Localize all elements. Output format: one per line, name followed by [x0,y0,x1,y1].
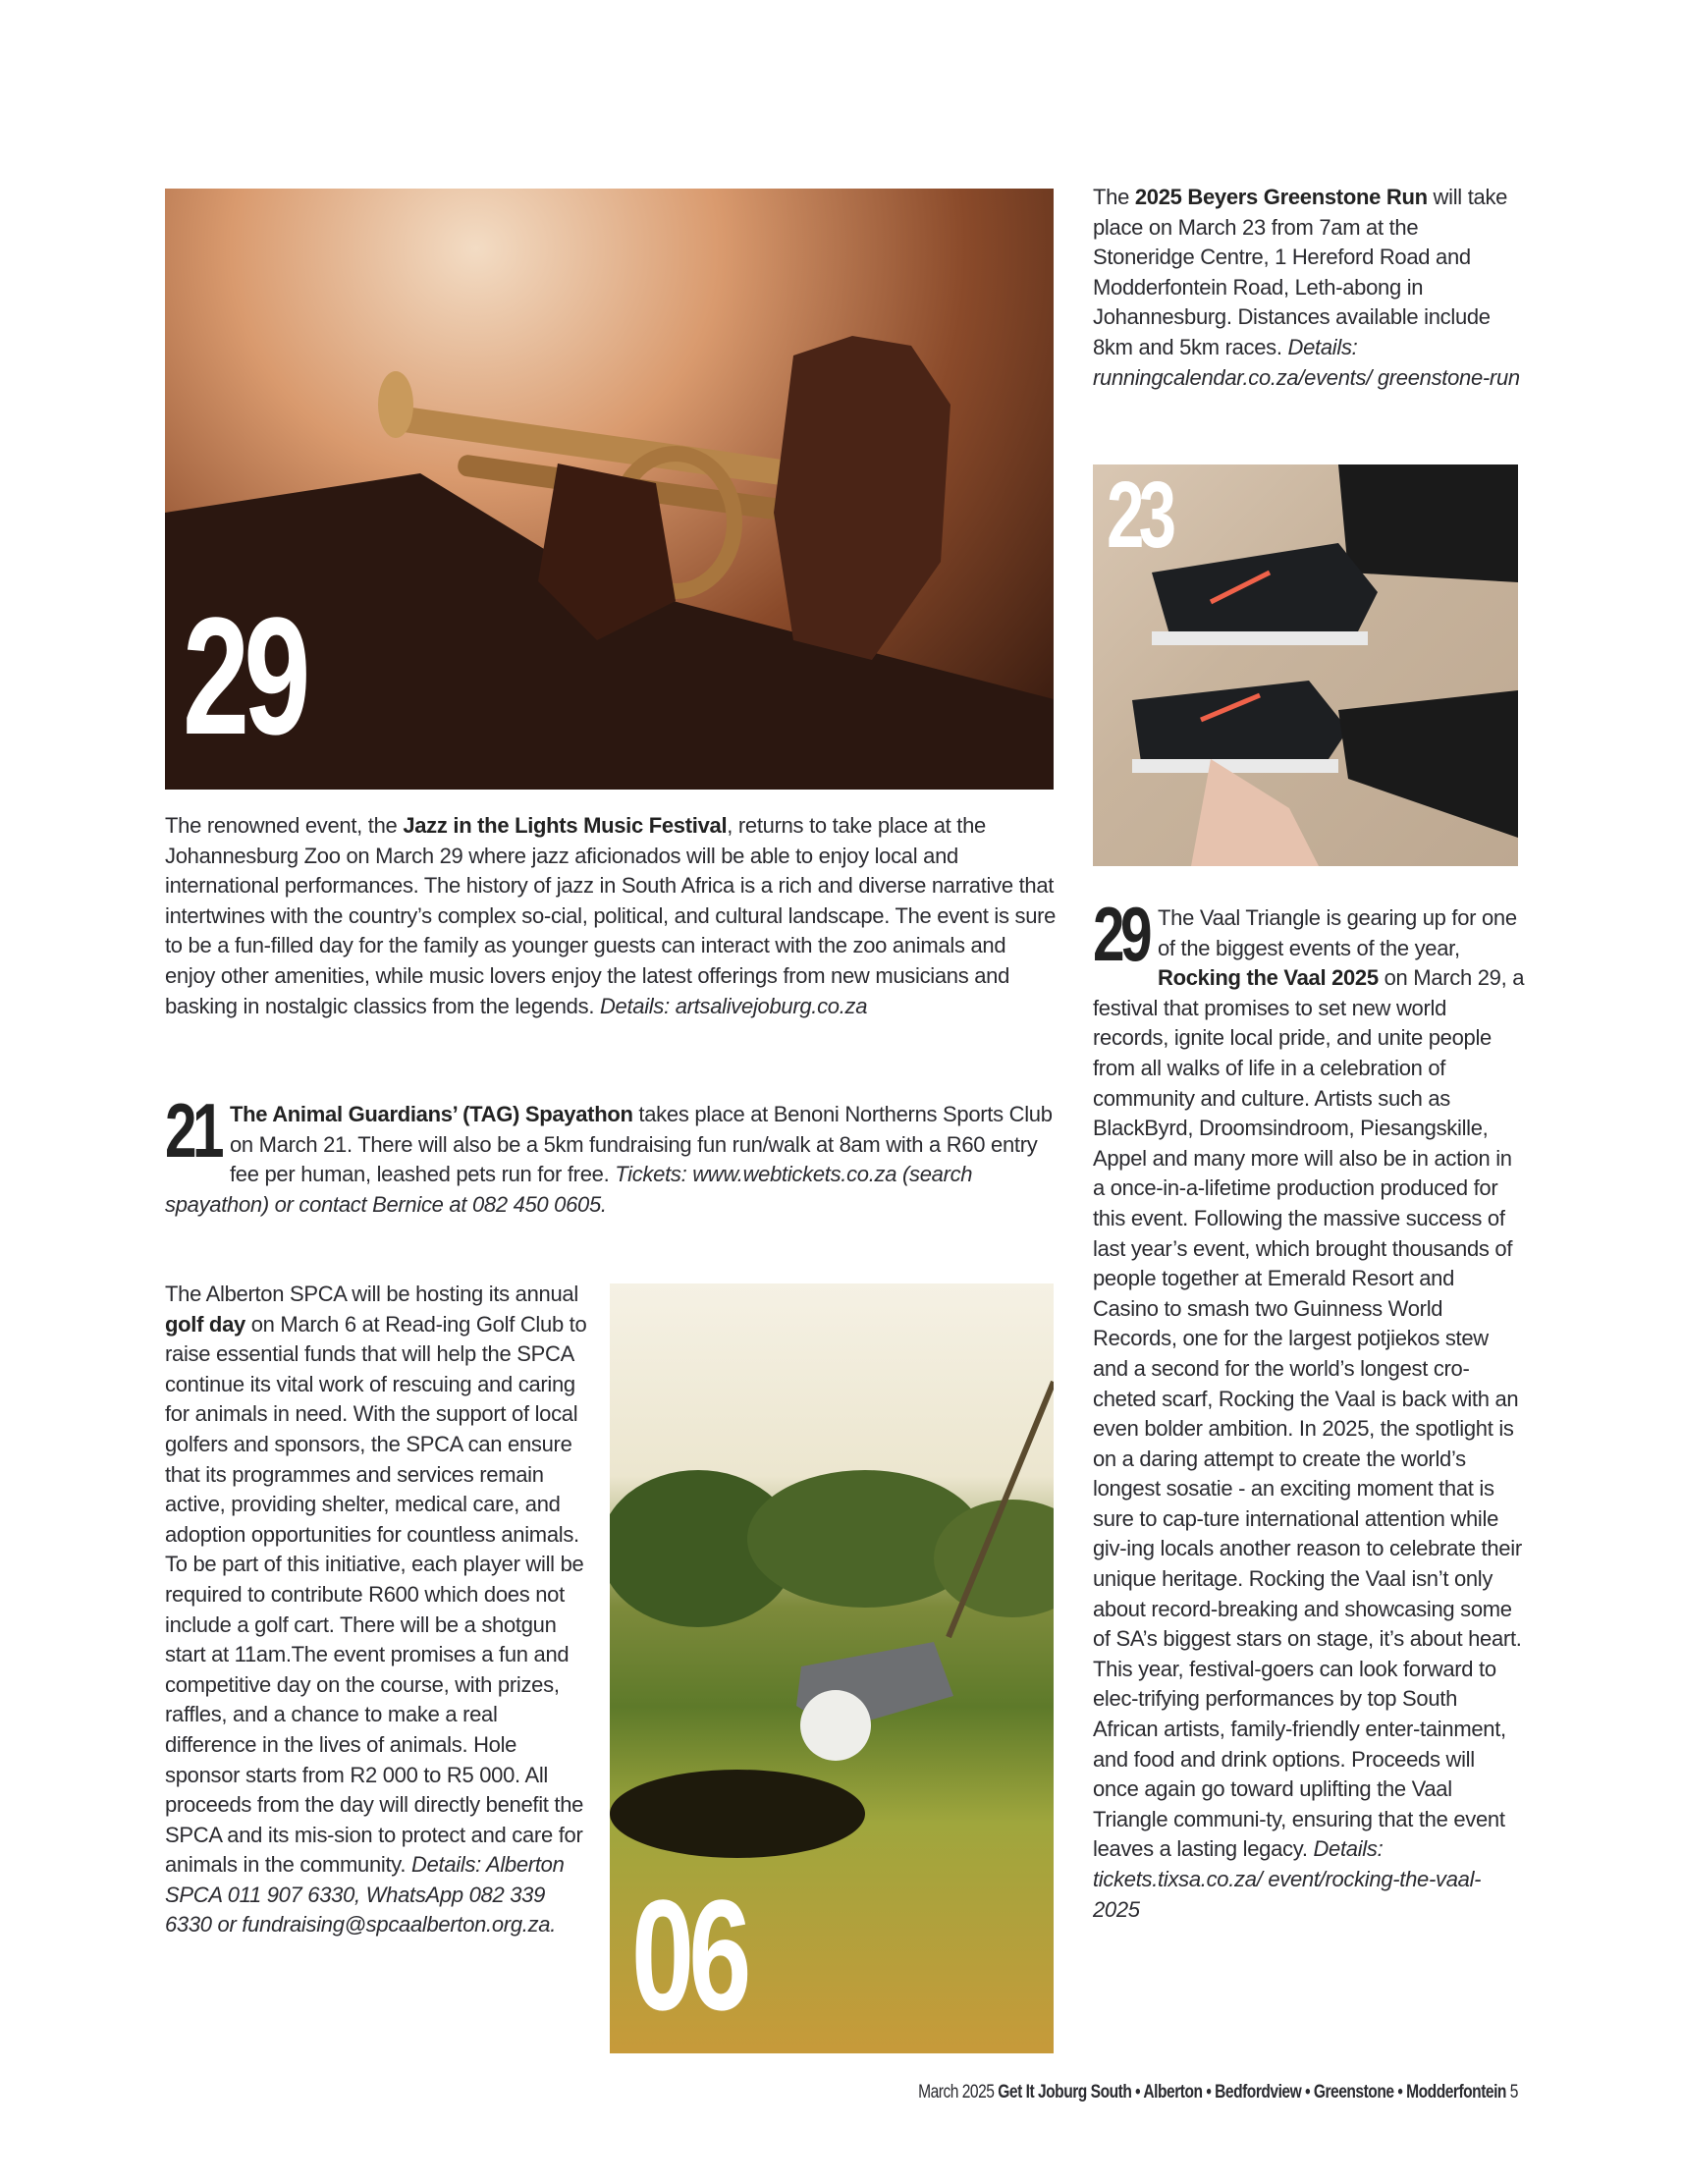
date-number: 06 [631,1867,746,2043]
article-text: , returns to take place at the Johannesburg Zoo on March 29 where jazz aficionados will be able to enjoy local and international performances. The history of jazz in South Africa is a rich and diverse narrative that intertwines with the country’s complex so-cial, political, and cultural landscape. The event is sure to be a fun-filled day for the family as younger guests can interact with the zoo animals and enjoy other amenities, while music lovers enjoy the latest offerings from new musicians and basking in nostalgic classics from the legends. [165,813,1057,1018]
issue-date: March 2025 [918,2082,999,2102]
article-text: will take place on March 23 from 7am at the Stoneridge Centre, 1 Hereford Road and Modderfontein Road, Leth-abong in Johannesburg. Distances available include 8km and 5km races. [1093,185,1508,359]
vaal-article [1093,891,1525,1925]
event-details-link: Details: Alberton SPCA 011 907 6330, WhatsApp 082 339 6330 or fundraising@spcaalberton.org.za. [165,1852,565,1938]
date-number: 21 [165,1087,221,1174]
event-title: The Animal Guardians’ (TAG) Spayathon [230,1102,633,1126]
jazz-article [165,811,1059,1021]
running-shoes-photo [1093,464,1518,866]
greenstone-article [1093,183,1525,393]
event-title: Jazz in the Lights Music Festival [403,813,728,838]
article-text: The [1093,185,1135,209]
trumpet-photo [165,189,1054,790]
article-text: on March 6 at Read-ing Golf Club to raise essential funds that will help the SPCA continue its vital work of rescuing and caring for animals in need. With the support of local golfers and sponsors, the SPCA can ensure that its programmes and services remain active, providing shelter, medical care, and adoption opportunities for countless animals. To be part of this initiative, each player will be required to contribute R600 which does not include a golf cart. There will be a shotgun start at 11am.The event promises a fun and competitive day on the course, with prizes, raffles, and a chance to make a real difference in the lives of animals. Hole sponsor starts from R2 000 to R5 000. All proceeds from the day will directly benefit the SPCA and its mis-sion to protect and care for animals in the community. [165,1311,587,1878]
event-details-link: Details: runningcalendar.co.za/events/ greenstone-run [1093,334,1520,390]
article-text: on March 29, a festival that promises to set new world records, ignite local pride, and unite people from all walks of life in a celebration of community and culture. Artists such as BlackByrd, Droomsindroom, Piesangskille, Appel and many more will also be in action in a once-in-a-lifetime production produced for this event. Following the massive success of last year’s event, which brought thousands of people together at Emerald Resort and Casino to smash two Guinness World Records, one for the largest potjiekos stew and a second for the world’s longest cro-cheted scarf, Rocking the Vaal is back with an even bolder ambition. In 2025, the spotlight is on a daring attempt to create the world’s longest sosatie - an exciting moment that is sure to cap-ture international attention while giv-ing locals another reason to celebrate their unique heritage. Rocking the Vaal isn’t only about record-breaking and showcasing some of SA’s biggest stars on stage, it’s about heart. This year, festival-goers can look forward to elec-trifying performances by top South African artists, family-friendly enter-tainment, and food and drink options. Proceeds will once again go toward uplifting the Vaal Triangle communi-ty, ensuring that the event leaves a lasting legacy. [1093,965,1525,1862]
article-text: The Vaal Triangle is gearing up for one of the biggest events of the year, [1158,905,1517,960]
golf-photo [610,1283,1054,2053]
publication-name: Get It Joburg South • Alberton • Bedfordview • Greenstone • Modderfontein [998,2082,1506,2102]
article-text: The Alberton SPCA will be hosting its annual [165,1282,578,1306]
event-details-link: Details: artsalivejoburg.co.za [599,993,868,1018]
date-number: 23 [1107,464,1171,568]
article-text: The renowned event, the [165,813,404,838]
spayathon-article [165,1087,1059,1220]
golf-article [165,1280,591,1940]
event-title: 2025 Beyers Greenstone Run [1134,185,1428,209]
event-details-link: Details: tickets.tixsa.co.za/ event/rocking-the-vaal-2025 [1093,1836,1482,1922]
event-details-link: Tickets: www.webtickets.co.za (search spayathon) or contact Bernice at 082 450 0605. [165,1162,973,1217]
page-footer [918,2082,1518,2103]
date-number: 29 [183,583,305,770]
event-title: golf day [165,1311,245,1337]
page-number: 5 [1505,2082,1518,2102]
date-number: 29 [1093,891,1149,977]
event-title: Rocking the Vaal 2025 [1158,965,1379,991]
article-text: takes place at Benoni Northerns Sports Club on March 21. There will also be a 5km fundraising fun run/walk at 8am with a R60 entry fee per human, leashed pets run for free. [230,1102,1053,1187]
